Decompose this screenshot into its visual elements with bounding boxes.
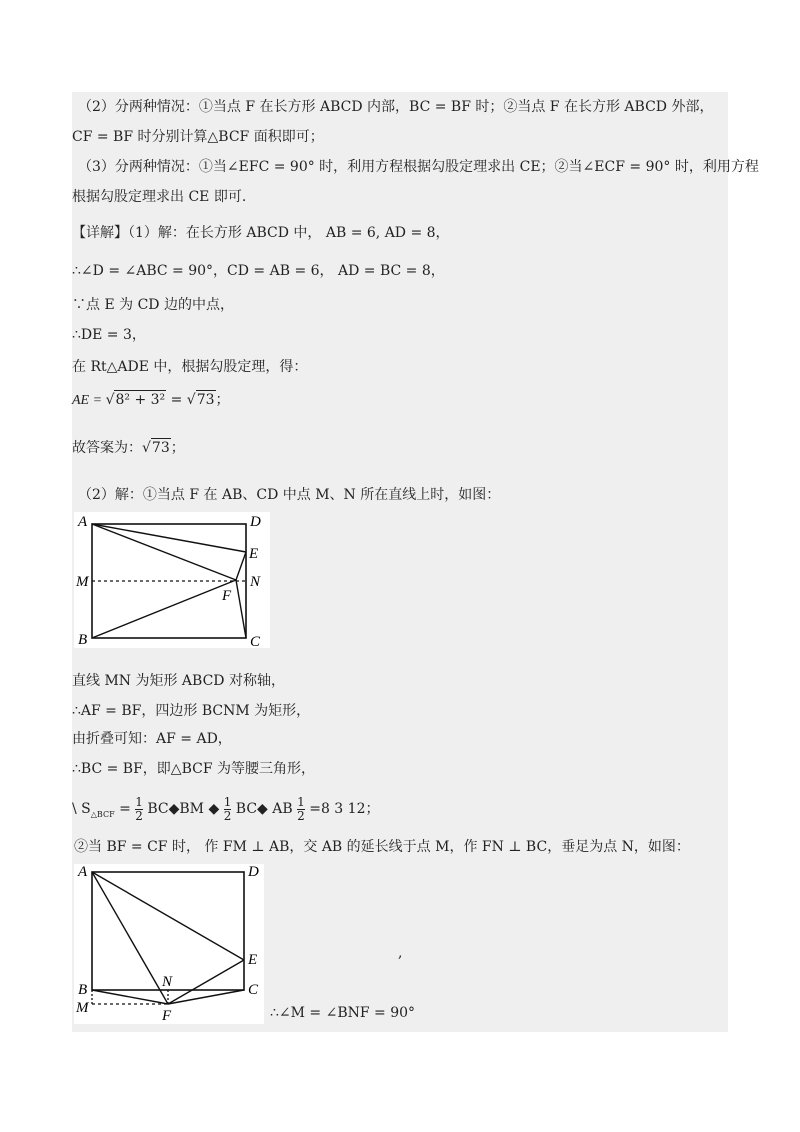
text-line: ∴AF = BF，四边形 BCNM 为矩形， [72, 703, 311, 719]
figure-2-svg [74, 864, 264, 1024]
label-m: M [76, 574, 89, 590]
text-line: 直线 MN 为矩形 ABCD 对称轴， [72, 673, 285, 689]
text-line: （2）分两种情况：①当点 F 在长方形 ABCD 内部，BC = BF 时；②当点 F 在长方形 ABCD 外部， [78, 99, 714, 115]
label-e: E [249, 546, 259, 562]
figure-1 [74, 512, 270, 648]
stray-comma: , [398, 945, 403, 961]
label-a: A [78, 514, 88, 530]
label-e: E [248, 952, 258, 968]
figure-1-svg [74, 512, 270, 648]
text-line: 由折叠可知：AF = AD， [72, 731, 232, 747]
text-line: （2）解：①当点 F 在 AB、CD 中点 M、N 所在直线上时，如图： [78, 487, 501, 503]
label-d: D [250, 514, 261, 530]
figure-2 [74, 864, 264, 1024]
label-d: D [248, 864, 259, 880]
label-a: A [78, 864, 88, 880]
label-m: M [76, 1000, 89, 1016]
text-line: ∴BC = BF，即△BCF 为等腰三角形， [72, 761, 315, 777]
equation-ae: AE = √8² + 3² = √73； [72, 392, 230, 408]
text-line: 【详解】（1）解：在长方形 ABCD 中， AB = 6, AD = 8， [72, 225, 450, 241]
text-line: ∴∠M = ∠BNF = 90° [270, 1005, 416, 1021]
text-line: ∵点 E 为 CD 边的中点， [72, 297, 234, 313]
equation-area: \ $S_{\triangle BCF}$ = $\frac{1}{2}$ BC◆BM ◆ $\frac{1}{2}$ BC◆ AB $\frac{1}{2}$ =8 3 12； [72, 794, 380, 823]
answer-line: 故答案为：√73； [72, 440, 185, 456]
label-f: F [222, 588, 232, 604]
text-line: ∴DE = 3， [72, 327, 146, 343]
text-line: CF = BF 时分别计算△BCF 面积即可； [72, 129, 324, 145]
label-c: C [250, 634, 261, 648]
text-line: ②当 BF = CF 时， 作 FM ⊥ AB，交 AB 的延长线于点 M，作 FN ⊥ BC，垂足为点 N，如图： [74, 839, 690, 855]
solution-panel [72, 92, 759, 1032]
label-b: B [78, 982, 88, 998]
text-line: （3）分两种情况：①当∠EFC = 90° 时，利用方程根据勾股定理求出 CE；②当∠ECF = 90° 时，利用方程 [78, 159, 759, 175]
label-f: F [162, 1008, 172, 1024]
label-n: N [250, 574, 261, 590]
label-n: N [162, 974, 173, 990]
text-line: 在 Rt△ADE 中，根据勾股定理，得： [72, 359, 308, 375]
label-c: C [248, 982, 259, 998]
text-line: 根据勾股定理求出 CE 即可. [72, 189, 247, 205]
text-line: ∴∠D = ∠ABC = 90°，CD = AB = 6， AD = BC = 8， [72, 263, 445, 279]
label-b: B [78, 632, 88, 648]
